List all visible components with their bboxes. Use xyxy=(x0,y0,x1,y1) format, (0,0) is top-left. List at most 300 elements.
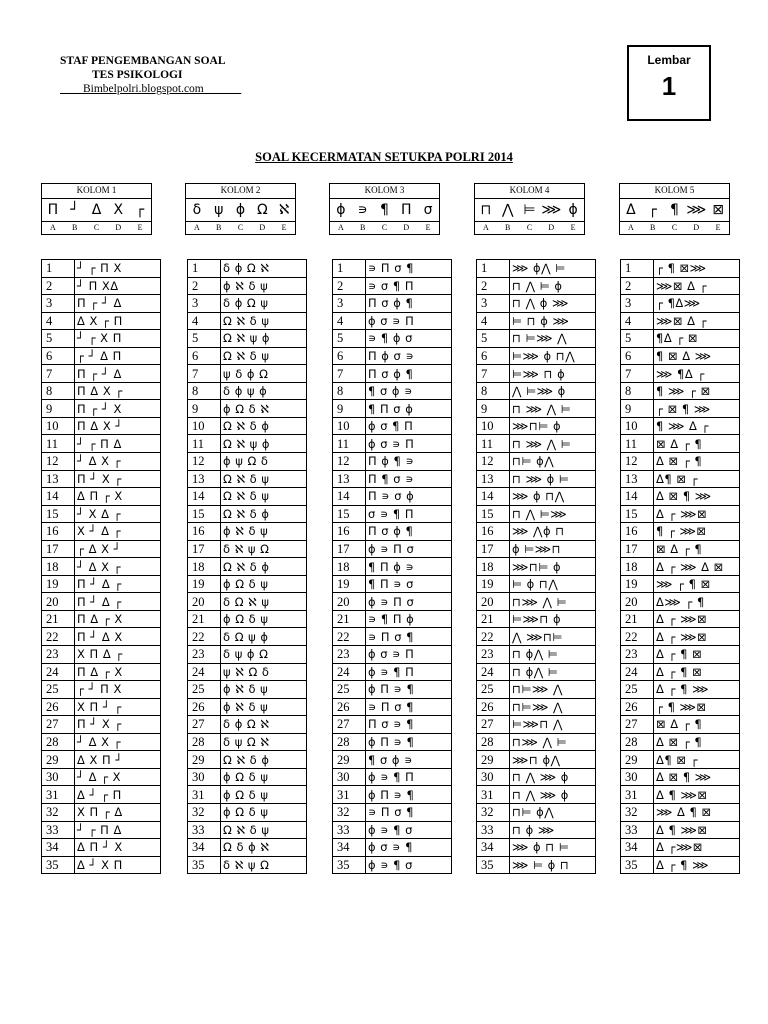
symbol-a: δ xyxy=(192,202,202,218)
question-number: 28 xyxy=(188,733,221,751)
question-row xyxy=(188,856,307,874)
question-number: 18 xyxy=(42,558,75,576)
question-number: 22 xyxy=(333,628,366,646)
question-row xyxy=(621,312,740,330)
question-row xyxy=(477,400,596,418)
question-row xyxy=(42,435,161,453)
kolom-4-symbols xyxy=(475,199,584,222)
letter-a: A xyxy=(194,223,200,232)
question-number: 32 xyxy=(477,803,510,821)
question-row xyxy=(42,751,161,769)
kolom-1-letters xyxy=(42,222,151,234)
question-symbols: ⋙⊓ ϕ⋀ xyxy=(510,751,596,769)
question-number: 17 xyxy=(621,540,654,558)
question-symbols: ⊓⊨⋙ ⋀ xyxy=(510,698,596,716)
question-symbols: ⊓ ⋀ ϕ ⋙ xyxy=(510,295,596,313)
question-symbols: Π σ ∍ ¶ xyxy=(366,716,452,734)
question-row xyxy=(333,821,452,839)
question-number: 5 xyxy=(333,330,366,348)
question-number: 18 xyxy=(333,558,366,576)
question-symbols: Ω ℵ δ ψ xyxy=(221,347,307,365)
question-row xyxy=(188,733,307,751)
question-row xyxy=(42,646,161,664)
question-symbols: δ ϕ Ω ℵ xyxy=(221,716,307,734)
question-row xyxy=(188,260,307,278)
question-row xyxy=(42,628,161,646)
question-row xyxy=(621,768,740,786)
letter-b: B xyxy=(505,223,511,232)
question-row xyxy=(188,312,307,330)
letter-b: B xyxy=(360,223,366,232)
symbol-c: Δ xyxy=(91,202,102,218)
question-row xyxy=(621,435,740,453)
symbol-e: σ xyxy=(423,202,433,218)
question-symbols: Δ ┘ X Π xyxy=(75,856,161,874)
symbol-c: ⊨ xyxy=(523,202,536,218)
question-row xyxy=(333,839,452,857)
question-number: 10 xyxy=(477,417,510,435)
question-number: 34 xyxy=(621,839,654,857)
letter-d: D xyxy=(259,223,266,232)
letter-e: E xyxy=(281,223,287,232)
question-number: 5 xyxy=(42,330,75,348)
question-symbols: ⋙ ⊨ ϕ ⊓ xyxy=(510,856,596,874)
question-row xyxy=(477,470,596,488)
question-row xyxy=(621,786,740,804)
lembar-box xyxy=(627,45,711,121)
kolom-5-key xyxy=(619,183,730,235)
question-number: 2 xyxy=(42,277,75,295)
question-symbols: Π ϕ ¶ ∍ xyxy=(366,453,452,471)
letter-e: E xyxy=(570,223,576,232)
question-number: 9 xyxy=(333,400,366,418)
letter-a: A xyxy=(483,223,489,232)
question-row xyxy=(621,821,740,839)
question-number: 31 xyxy=(477,786,510,804)
question-symbols: ⊓⋙ ⋀ ⊨ xyxy=(510,733,596,751)
question-number: 28 xyxy=(621,733,654,751)
question-row xyxy=(477,575,596,593)
question-number: 21 xyxy=(477,610,510,628)
question-number: 17 xyxy=(188,540,221,558)
question-row xyxy=(477,347,596,365)
question-row xyxy=(621,505,740,523)
question-row xyxy=(42,365,161,383)
question-symbols: Ω ℵ δ ϕ xyxy=(221,751,307,769)
question-symbols: ⋙ ϕ⋀ ⊨ xyxy=(510,260,596,278)
question-number: 21 xyxy=(333,610,366,628)
question-symbols: Δ ⊠ ¶ ⋙ xyxy=(654,768,740,786)
question-row xyxy=(188,347,307,365)
question-number: 13 xyxy=(42,470,75,488)
question-number: 18 xyxy=(188,558,221,576)
question-symbols: ⊓⊨⋙ ⋀ xyxy=(510,681,596,699)
question-number: 23 xyxy=(477,646,510,664)
question-symbols: ϕ σ ∍ Π xyxy=(366,646,452,664)
question-row xyxy=(333,435,452,453)
question-row xyxy=(42,312,161,330)
question-row xyxy=(42,698,161,716)
question-number: 12 xyxy=(621,453,654,471)
question-row xyxy=(621,365,740,383)
question-row xyxy=(477,505,596,523)
question-number: 9 xyxy=(477,400,510,418)
question-symbols: Δ ┌ ¶ ⊠ xyxy=(654,646,740,664)
question-row xyxy=(621,716,740,734)
question-number: 30 xyxy=(333,768,366,786)
question-symbols: Π ┌ ┘ X xyxy=(75,400,161,418)
question-symbols: ϕ ℵ δ ψ xyxy=(221,698,307,716)
letter-c: C xyxy=(526,223,533,232)
question-row xyxy=(333,856,452,874)
question-number: 7 xyxy=(621,365,654,383)
question-symbols: Ω ℵ δ ϕ xyxy=(221,505,307,523)
question-row xyxy=(333,540,452,558)
question-symbols: Π ┘ Δ X xyxy=(75,628,161,646)
question-symbols: ϕ ℵ δ ψ xyxy=(221,523,307,541)
question-symbols: ϕ ℵ δ ψ xyxy=(221,681,307,699)
question-row xyxy=(333,488,452,506)
kolom-1-questions xyxy=(41,259,161,874)
question-symbols: ⋀ ⋙⊓⊨ xyxy=(510,628,596,646)
question-number: 1 xyxy=(42,260,75,278)
question-number: 22 xyxy=(42,628,75,646)
question-number: 20 xyxy=(42,593,75,611)
symbol-b: ⋀ xyxy=(501,202,514,218)
question-symbols: Π ┘ X ┌ xyxy=(75,470,161,488)
question-row xyxy=(42,330,161,348)
question-symbols: ϕ ∍ ¶ σ xyxy=(366,821,452,839)
question-symbols: ψ ℵ Ω δ xyxy=(221,663,307,681)
question-symbols: ¶ Π σ ϕ xyxy=(366,400,452,418)
question-row xyxy=(621,260,740,278)
kolom-1-label: KOLOM 1 xyxy=(42,184,151,199)
question-symbols: ⊓ ⊨⋙ ⋀ xyxy=(510,330,596,348)
question-row xyxy=(333,663,452,681)
kolom-3-key xyxy=(329,183,440,235)
question-number: 35 xyxy=(42,856,75,874)
letter-c: C xyxy=(93,223,100,232)
question-row xyxy=(333,505,452,523)
question-number: 7 xyxy=(333,365,366,383)
question-row xyxy=(42,400,161,418)
question-symbols: ⊓ ϕ⋀ ⊨ xyxy=(510,663,596,681)
question-number: 19 xyxy=(621,575,654,593)
question-symbols: Π Δ ┌ X xyxy=(75,610,161,628)
question-number: 18 xyxy=(621,558,654,576)
question-symbols: ∍ Π σ ¶ xyxy=(366,803,452,821)
question-row xyxy=(477,453,596,471)
question-symbols: δ ℵ ψ Ω xyxy=(221,856,307,874)
question-number: 25 xyxy=(621,681,654,699)
question-number: 28 xyxy=(42,733,75,751)
question-row xyxy=(477,803,596,821)
question-number: 6 xyxy=(188,347,221,365)
question-row xyxy=(477,523,596,541)
question-row xyxy=(188,768,307,786)
question-row xyxy=(477,417,596,435)
question-symbols: ⊨⋙⊓ ϕ xyxy=(510,610,596,628)
question-symbols: ⊠ Δ ┌ ¶ xyxy=(654,716,740,734)
question-row xyxy=(333,400,452,418)
letter-b: B xyxy=(650,223,656,232)
question-symbols: Ω ℵ δ ϕ xyxy=(221,558,307,576)
question-row xyxy=(188,540,307,558)
question-symbols: ϕ Ω δ ψ xyxy=(221,610,307,628)
question-symbols: Δ ┌ ⋙⊠ xyxy=(654,628,740,646)
question-number: 13 xyxy=(188,470,221,488)
question-symbols: Π ┘ Δ ┌ xyxy=(75,575,161,593)
question-symbols: ⊠ Δ ┌ ¶ xyxy=(654,540,740,558)
question-row xyxy=(477,646,596,664)
question-symbols: ϕ σ ∍ Π xyxy=(366,435,452,453)
question-row xyxy=(477,312,596,330)
symbol-b: ∍ xyxy=(357,202,368,218)
question-symbols: ⊓ ⋀ ⊨⋙ xyxy=(510,505,596,523)
question-number: 13 xyxy=(333,470,366,488)
question-number: 14 xyxy=(333,488,366,506)
question-number: 21 xyxy=(188,610,221,628)
question-row xyxy=(42,803,161,821)
question-symbols: Δ¶ ⊠ ┌ xyxy=(654,751,740,769)
question-symbols: Δ¶ ⊠ ┌ xyxy=(654,470,740,488)
question-symbols: Π σ ϕ ¶ xyxy=(366,523,452,541)
kolom-4-questions xyxy=(476,259,596,874)
question-symbols: X Π ┌ Δ xyxy=(75,803,161,821)
question-row xyxy=(42,716,161,734)
question-number: 16 xyxy=(621,523,654,541)
question-symbols: ϕ Π ∍ ¶ xyxy=(366,681,452,699)
question-row xyxy=(188,803,307,821)
question-row xyxy=(42,575,161,593)
question-row xyxy=(477,716,596,734)
question-number: 12 xyxy=(188,453,221,471)
question-row xyxy=(477,733,596,751)
question-number: 22 xyxy=(477,628,510,646)
question-number: 16 xyxy=(477,523,510,541)
question-row xyxy=(621,330,740,348)
question-number: 13 xyxy=(477,470,510,488)
question-number: 23 xyxy=(333,646,366,664)
question-symbols: ¶ σ ϕ ∍ xyxy=(366,751,452,769)
question-symbols: Π ┌ ┘ Δ xyxy=(75,295,161,313)
question-symbols: ∍ σ ¶ Π xyxy=(366,277,452,295)
letter-c: C xyxy=(381,223,388,232)
question-row xyxy=(188,277,307,295)
question-number: 19 xyxy=(188,575,221,593)
question-symbols: ¶ ┌ ⋙⊠ xyxy=(654,523,740,541)
symbol-d: Ω xyxy=(256,202,268,218)
question-row xyxy=(333,768,452,786)
question-number: 24 xyxy=(188,663,221,681)
question-row xyxy=(42,786,161,804)
question-row xyxy=(621,558,740,576)
kolom-3-questions xyxy=(332,259,452,874)
question-symbols: δ Ω ψ ϕ xyxy=(221,628,307,646)
question-number: 6 xyxy=(42,347,75,365)
question-row xyxy=(188,646,307,664)
question-row xyxy=(477,663,596,681)
question-symbols: Δ ┌⋙⊠ xyxy=(654,839,740,857)
question-symbols: ∍ Π σ ¶ xyxy=(366,260,452,278)
question-number: 4 xyxy=(188,312,221,330)
question-row xyxy=(333,312,452,330)
question-number: 20 xyxy=(333,593,366,611)
question-number: 7 xyxy=(188,365,221,383)
question-number: 20 xyxy=(188,593,221,611)
question-number: 34 xyxy=(42,839,75,857)
question-symbols: ⋙⊠ Δ ┌ xyxy=(654,277,740,295)
question-number: 14 xyxy=(188,488,221,506)
question-symbols: ϕ Ω δ ψ xyxy=(221,575,307,593)
question-row xyxy=(42,856,161,874)
question-row xyxy=(621,593,740,611)
question-symbols: ¶ ⋙ Δ ┌ xyxy=(654,417,740,435)
question-row xyxy=(188,751,307,769)
question-number: 15 xyxy=(188,505,221,523)
letter-a: A xyxy=(338,223,344,232)
question-symbols: Δ ┌ ¶ ⋙ xyxy=(654,856,740,874)
question-symbols: ϕ ∍ ¶ Π xyxy=(366,663,452,681)
question-symbols: δ ϕ ψ ϕ xyxy=(221,382,307,400)
question-number: 33 xyxy=(477,821,510,839)
question-symbols: ⊓ ⋀ ⋙ ϕ xyxy=(510,786,596,804)
question-number: 23 xyxy=(621,646,654,664)
question-number: 3 xyxy=(188,295,221,313)
question-row xyxy=(42,260,161,278)
page-title: SOAL KECERMATAN SETUKPA POLRI 2014 xyxy=(255,150,513,164)
question-symbols: Π ┌ ┘ Δ xyxy=(75,365,161,383)
kolom-2-symbols xyxy=(186,199,295,222)
question-row xyxy=(621,628,740,646)
question-number: 35 xyxy=(477,856,510,874)
question-number: 29 xyxy=(42,751,75,769)
kolom-4-letters xyxy=(475,222,584,234)
question-number: 34 xyxy=(188,839,221,857)
question-symbols: ⊓ ⋀ ⋙ ϕ xyxy=(510,768,596,786)
question-number: 33 xyxy=(42,821,75,839)
question-symbols: ϕ ∍ Π σ xyxy=(366,593,452,611)
question-symbols: ┌ ┘ Δ Π xyxy=(75,347,161,365)
question-row xyxy=(621,400,740,418)
question-row xyxy=(333,610,452,628)
question-symbols: Δ ┌ ¶ ⋙ xyxy=(654,681,740,699)
question-symbols: ϕ ℵ δ ψ xyxy=(221,277,307,295)
question-number: 3 xyxy=(42,295,75,313)
question-row xyxy=(333,417,452,435)
question-row xyxy=(42,768,161,786)
question-row xyxy=(621,523,740,541)
question-row xyxy=(188,417,307,435)
question-row xyxy=(42,593,161,611)
question-symbols: X Π Δ ┌ xyxy=(75,646,161,664)
question-row xyxy=(333,330,452,348)
kolom-5-symbols xyxy=(620,199,729,222)
question-number: 3 xyxy=(621,295,654,313)
question-symbols: ϕ σ ∍ ¶ xyxy=(366,839,452,857)
question-row xyxy=(621,663,740,681)
question-symbols: Δ Π ┘ X xyxy=(75,839,161,857)
question-symbols: ⊓ ⋀ ⊨ ϕ xyxy=(510,277,596,295)
question-row xyxy=(477,295,596,313)
question-row xyxy=(42,347,161,365)
symbol-c: ¶ xyxy=(670,202,679,218)
kolom-2-key xyxy=(185,183,296,235)
question-symbols: ∍ ¶ ϕ σ xyxy=(366,330,452,348)
question-symbols: ┘ Δ ┌ X xyxy=(75,768,161,786)
question-row xyxy=(188,400,307,418)
question-row xyxy=(333,365,452,383)
question-row xyxy=(188,663,307,681)
question-symbols: ϕ ⊨⋙⊓ xyxy=(510,540,596,558)
question-number: 12 xyxy=(333,453,366,471)
letter-d: D xyxy=(115,223,122,232)
question-symbols: ┘ Δ X ┌ xyxy=(75,733,161,751)
question-row xyxy=(188,610,307,628)
question-number: 2 xyxy=(477,277,510,295)
question-symbols: Δ ┌ ⋙⊠ xyxy=(654,505,740,523)
question-symbols: Ω ℵ δ ψ xyxy=(221,470,307,488)
question-number: 23 xyxy=(188,646,221,664)
question-row xyxy=(477,681,596,699)
question-row xyxy=(188,681,307,699)
question-symbols: ⋙ ϕ ⊓ ⊨ xyxy=(510,839,596,857)
question-row xyxy=(333,698,452,716)
question-symbols: ⊨ ϕ ⊓⋀ xyxy=(510,575,596,593)
question-number: 32 xyxy=(42,803,75,821)
question-row xyxy=(42,821,161,839)
symbol-e: ⊠ xyxy=(712,202,724,218)
question-row xyxy=(42,488,161,506)
question-symbols: ¶ ⊠ Δ ⋙ xyxy=(654,347,740,365)
question-number: 29 xyxy=(333,751,366,769)
question-row xyxy=(477,540,596,558)
question-number: 30 xyxy=(188,768,221,786)
question-number: 26 xyxy=(477,698,510,716)
question-symbols: ┌ ┘ Π X xyxy=(75,681,161,699)
question-number: 15 xyxy=(333,505,366,523)
question-row xyxy=(42,681,161,699)
question-number: 8 xyxy=(333,382,366,400)
question-number: 10 xyxy=(621,417,654,435)
symbol-c: ϕ xyxy=(235,202,246,218)
kolom-2-letters xyxy=(186,222,295,234)
question-row xyxy=(333,733,452,751)
question-number: 27 xyxy=(188,716,221,734)
question-number: 4 xyxy=(42,312,75,330)
question-symbols: ⊓ ϕ ⋙ xyxy=(510,821,596,839)
question-number: 1 xyxy=(333,260,366,278)
question-row xyxy=(42,277,161,295)
question-number: 22 xyxy=(188,628,221,646)
question-symbols: ┌ ⊠ ¶ ⋙ xyxy=(654,400,740,418)
question-number: 26 xyxy=(42,698,75,716)
question-symbols: ┘ ┌ Π Δ xyxy=(75,435,161,453)
question-symbols: Δ ⊠ ¶ ⋙ xyxy=(654,488,740,506)
question-row xyxy=(188,786,307,804)
letter-e: E xyxy=(425,223,431,232)
question-number: 31 xyxy=(188,786,221,804)
question-number: 8 xyxy=(42,382,75,400)
question-symbols: X Π ┘ ┌ xyxy=(75,698,161,716)
question-number: 27 xyxy=(621,716,654,734)
question-symbols: ┘ ┌ X Π xyxy=(75,330,161,348)
question-number: 11 xyxy=(621,435,654,453)
question-number: 32 xyxy=(621,803,654,821)
question-number: 12 xyxy=(42,453,75,471)
question-number: 11 xyxy=(333,435,366,453)
question-number: 5 xyxy=(477,330,510,348)
